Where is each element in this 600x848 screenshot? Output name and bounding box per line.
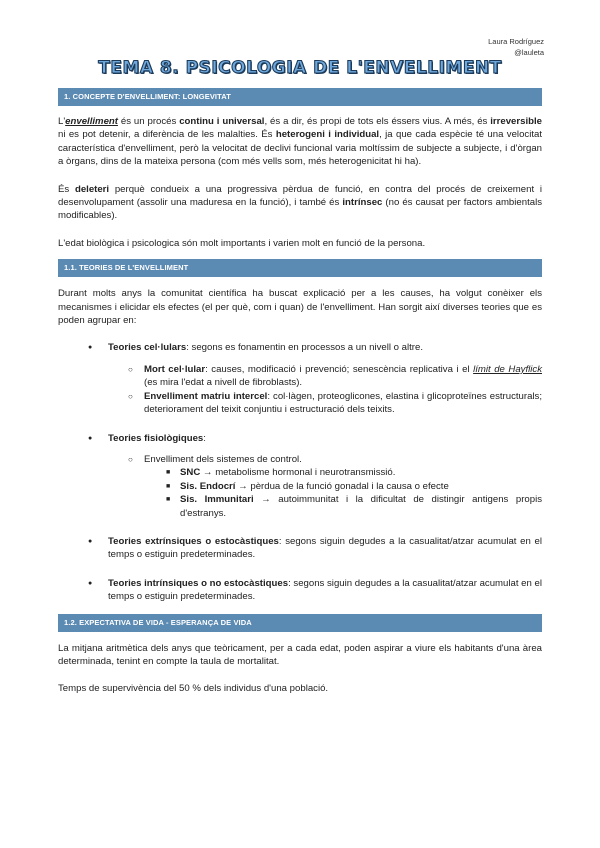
- item-text: : col·làgen, proteoglicones, elastina i glicoproteïnes estructurals; deteriorament del teixit conjuntiu i estructuració dels teixits.: [144, 390, 542, 416]
- list-item-immunitari: [58, 493, 542, 520]
- term-heterogeni: heterogeni i individual: [275, 129, 380, 141]
- list-item-sistemes-control: [58, 453, 542, 520]
- item-label: Sis. Immunitari: [180, 494, 254, 506]
- item-text: : segons es fonamentin en processos a un nivell o altre.: [186, 342, 424, 354]
- section-heading-concepte: 1. CONCEPTE D'ENVELLIMENT: LONGEVITAT: [58, 88, 542, 106]
- item-text: → pèrdua de la funció gonadal i la causa o efecte: [235, 480, 449, 492]
- page-title: TEMA 8. PSICOLOGIA DE L'ENVELLIMENT: [98, 58, 502, 78]
- term-intrinsec: intrínsec: [342, 197, 383, 209]
- text-span: (no és causat per factors ambientals modificables).: [58, 197, 542, 222]
- text-span: és un procés: [117, 116, 180, 127]
- theories-list: [58, 341, 542, 603]
- item-label: Teories fisiològiques: [108, 432, 204, 444]
- item-text: : segons siguin degudes a la casualitat/atzar acumulat en el temps o estiguin predeterminades.: [108, 577, 542, 603]
- section-heading-expectativa: 1.2. EXPECTATIVA DE VIDA - ESPERANÇA DE VIDA: [58, 614, 542, 632]
- term-irreversible: irreversible: [490, 116, 542, 127]
- text-span: perquè condueix a una progressiva pèrdua de funció, en contra del procés de creixement i desenvolupament (assolir una maduresa en la funció), i també és: [58, 183, 542, 209]
- item-text: : segons siguin degudes a la casualitat/atzar acumulat en el temps o estiguin predeterminades.: [108, 535, 542, 561]
- list-item-mort-cellular: [58, 363, 542, 390]
- item-text: : causes, modificació i prevenció; senescència replicativa i el: [205, 363, 474, 375]
- document-body: [58, 88, 542, 696]
- text-span: És: [58, 183, 75, 195]
- text-span: ni es pot detenir, a diferència de les malalties. És: [58, 129, 276, 141]
- item-text: Envelliment dels sistemes de control.: [144, 453, 302, 465]
- list-item-teories-fisiologiques: [58, 432, 542, 520]
- author-handle: @lauleta: [514, 48, 544, 57]
- item-label: Teories intrínsiques o no estocàstiques: [108, 577, 289, 589]
- item-label: Teories extrínsiques o estocàstiques: [108, 535, 279, 547]
- term-continu: continu i universal: [179, 116, 265, 127]
- paragraph-supervivencia: Temps de supervivència del 50 % dels individus d'una població.: [58, 683, 329, 695]
- link-hayflick: límit de Hayflick: [473, 363, 542, 375]
- item-label: Mort cel·lular: [144, 363, 206, 375]
- section-heading-teories: 1.1. TEORIES DE L'ENVELLIMENT: [58, 259, 542, 277]
- list-item-teories-cellulars: [58, 341, 542, 416]
- term-deleteri: deleteri: [74, 183, 110, 195]
- author-name: Laura Rodríguez: [488, 37, 544, 46]
- term-envelliment: envelliment: [65, 116, 118, 127]
- list-item-matriu-intercel: [58, 390, 542, 417]
- item-text: (es mira l'edat a nivell de fibroblasts).: [144, 377, 303, 389]
- item-text: → autoimmunitat i la dificultat de distingir antigens propis d'estranys.: [180, 494, 542, 519]
- sublist-fisiologiques: [58, 453, 542, 520]
- paragraph-definition: [58, 115, 542, 169]
- paragraph-deleteri: [58, 183, 542, 223]
- sublist-cellulars: [58, 363, 542, 417]
- author-block: [488, 36, 544, 58]
- item-text: → metabolisme hormonal i neurotransmissió.: [200, 467, 396, 479]
- paragraph-edat: L'edat biològica i psicologica són molt importants i varien molt en funció de la persona.: [58, 237, 426, 249]
- text-span: , és a dir, és propi de tots els éssers vius. A més, és: [264, 116, 491, 127]
- item-label: Teories cel·lulars: [108, 342, 187, 354]
- paragraph-teories-intro: Durant molts anys la comunitat científica ha buscat explicació per a les causes, ha volgut conèixer els mecanismes i elicidar els efectes (el per què, com i quan) de l'envelliment. Han sorgit així diverses teories que es poden agrupar en:: [58, 288, 542, 327]
- item-text: :: [203, 432, 206, 444]
- list-item-teories-intrinsiques: [58, 577, 542, 604]
- item-label: Envelliment matriu intercel: [144, 390, 268, 402]
- paragraph-mitjana: La mitjana aritmètica dels anys que teòricament, per a cada edat, poden aspirar a viure els habitants d'una àrea determinada, tenint en compte la taula de mortalitat.: [58, 642, 542, 667]
- text-span: , ja que cada espècie té una velocitat característica d'envelliment, però la velocitat de declivi funcional varia moltíssim de subjecte a subjecte, i d'òrgan a òrgans, dins de la mateixa persona (com més vells som, més heterogenicitat hi ha).: [58, 129, 542, 168]
- sublist-sistemes: [58, 466, 542, 520]
- list-item-teories-extrinsiques: [58, 535, 542, 562]
- list-item-endocri: [58, 480, 542, 493]
- item-label: SNC: [180, 467, 201, 479]
- item-label: Sis. Endocrí: [180, 480, 236, 492]
- text-span: L': [58, 116, 66, 127]
- list-item-snc: [58, 466, 542, 479]
